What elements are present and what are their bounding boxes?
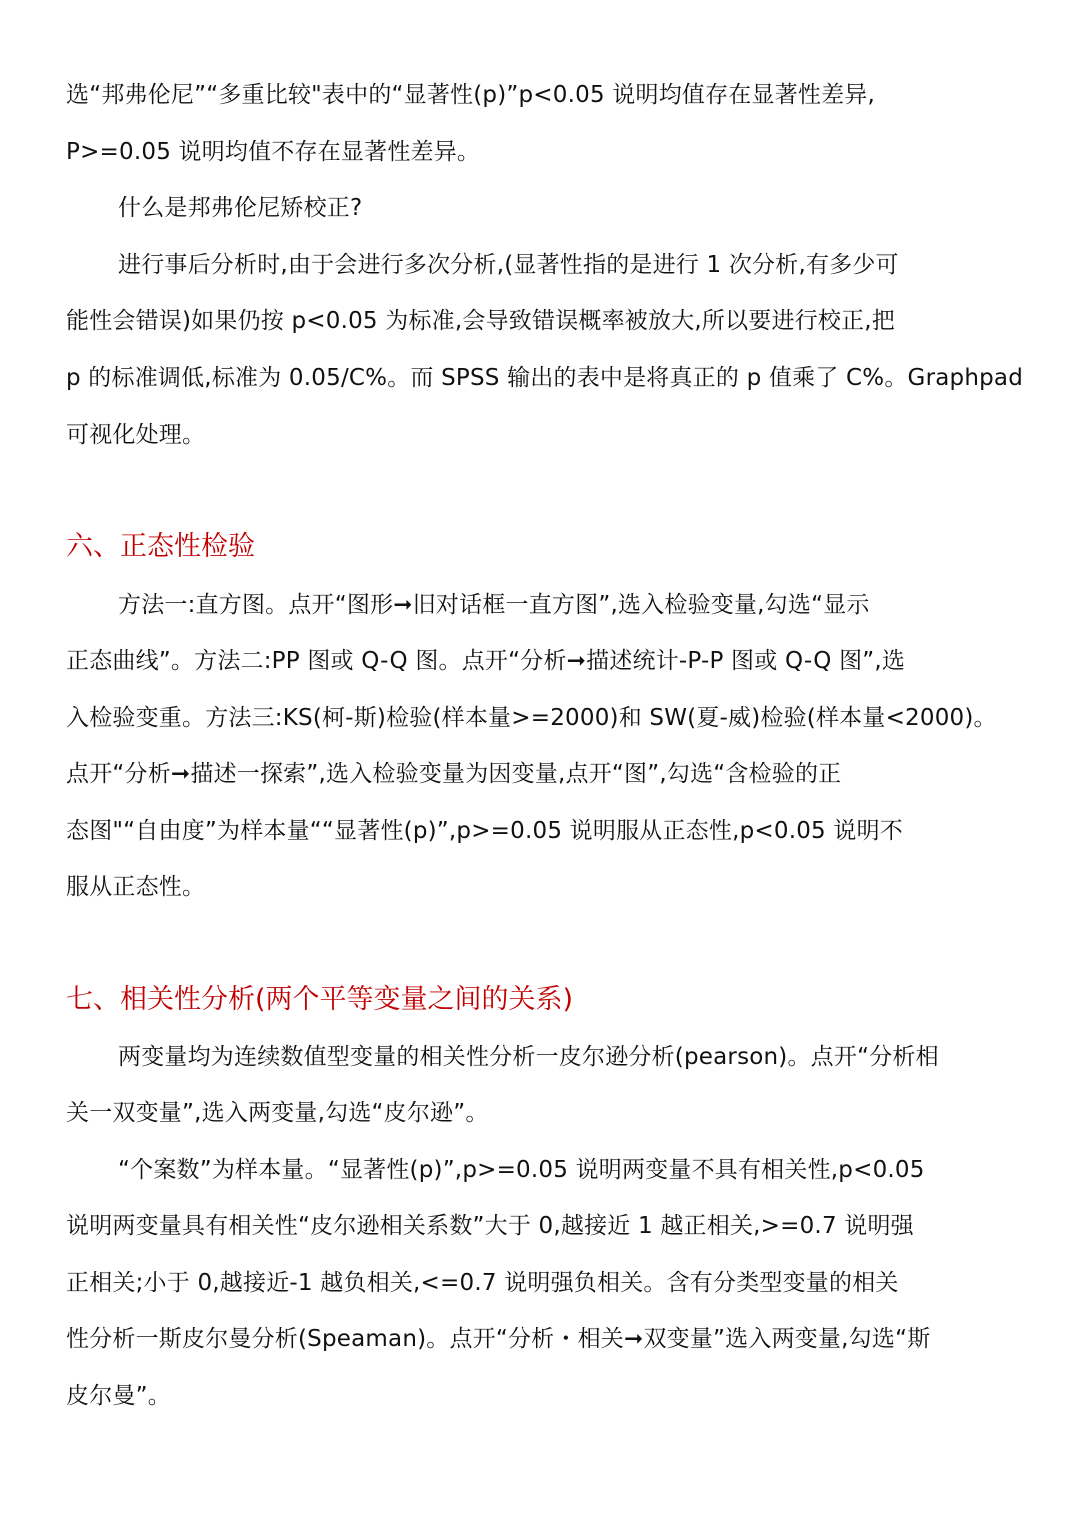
- section-6-line-4: 点开“分析➞描述一探索”,选入检验变量为因变量,点开“图”,勾选“含检验的正: [66, 761, 842, 787]
- bonferroni-answer-line-4: 可视化处理。: [66, 422, 206, 448]
- section-6-line-1: 方法一:直方图。点开“图形➞旧对话框一直方图”,选入检验变量,勾选“显示: [118, 592, 870, 618]
- section-7-para2-line-3: 正相关;小于 0,越接近-1 越负相关,<=0.7 说明强负相关。含有分类型变量的相关: [66, 1270, 899, 1296]
- section-7-para1-line-1: 两变量均为连续数值型变量的相关性分析一皮尔逊分析(pearson)。点开“分析相: [118, 1044, 939, 1070]
- intro-line-2: P>=0.05 说明均值不存在显著性差异。: [66, 139, 481, 165]
- section-7-para2-line-2: 说明两变量具有相关性“皮尔逊相关系数”大于 0,越接近 1 越正相关,>=0.7 说明强: [66, 1213, 914, 1239]
- section-7-para2-line-5: 皮尔曼”。: [66, 1383, 171, 1409]
- bonferroni-answer-line-3: p 的标准调低,标准为 0.05/C%。而 SPSS 输出的表中是将真正的 p 值乘了 C%。Graphpad: [66, 365, 1023, 391]
- section-7-para2-line-1: “个案数”为样本量。“显著性(p)”,p>=0.05 说明两变量不具有相关性,p<0.05: [118, 1157, 925, 1183]
- bonferroni-answer-line-1: 进行事后分析时,由于会进行多次分析,(显著性指的是进行 1 次分析,有多少可: [118, 252, 899, 278]
- section-6-line-3: 入检验变重。方法三:KS(柯-斯)检验(样本量>=2000)和 SW(夏-威)检验(样本量<2000)。: [66, 705, 997, 731]
- bonferroni-question: 什么是邦弗伦尼矫校正?: [118, 195, 363, 221]
- section-6-line-6: 服从正态性。: [66, 874, 206, 900]
- section-6-heading: 六、正态性检验: [66, 531, 255, 562]
- section-6-line-5: 态图"“自由度”为样本量““显著性(p)”,p>=0.05 说明服从正态性,p<0.05 说明不: [66, 818, 903, 844]
- section-7-heading: 七、相关性分析(两个平等变量之间的关系): [66, 984, 574, 1015]
- section-6-line-2: 正态曲线”。方法二:PP 图或 Q-Q 图。点开“分析➞描述统计-P-P 图或 Q-Q 图”,选: [66, 648, 906, 674]
- section-7-para2-line-4: 性分析一斯皮尔曼分析(Speaman)。点开“分析・相关➞双变量”选入两变量,勾选“斯: [66, 1326, 931, 1352]
- section-7-para1-line-2: 关一双变量”,选入两变量,勾选“皮尔逊”。: [66, 1100, 489, 1126]
- bonferroni-answer-line-2: 能性会错误)如果仍按 p<0.05 为标准,会导致错误概率被放大,所以要进行校正,把: [66, 308, 896, 334]
- intro-line-1: 选“邦弗伦尼”“多重比较"表中的“显著性(p)”p<0.05 说明均值存在显著性差异,: [66, 82, 876, 108]
